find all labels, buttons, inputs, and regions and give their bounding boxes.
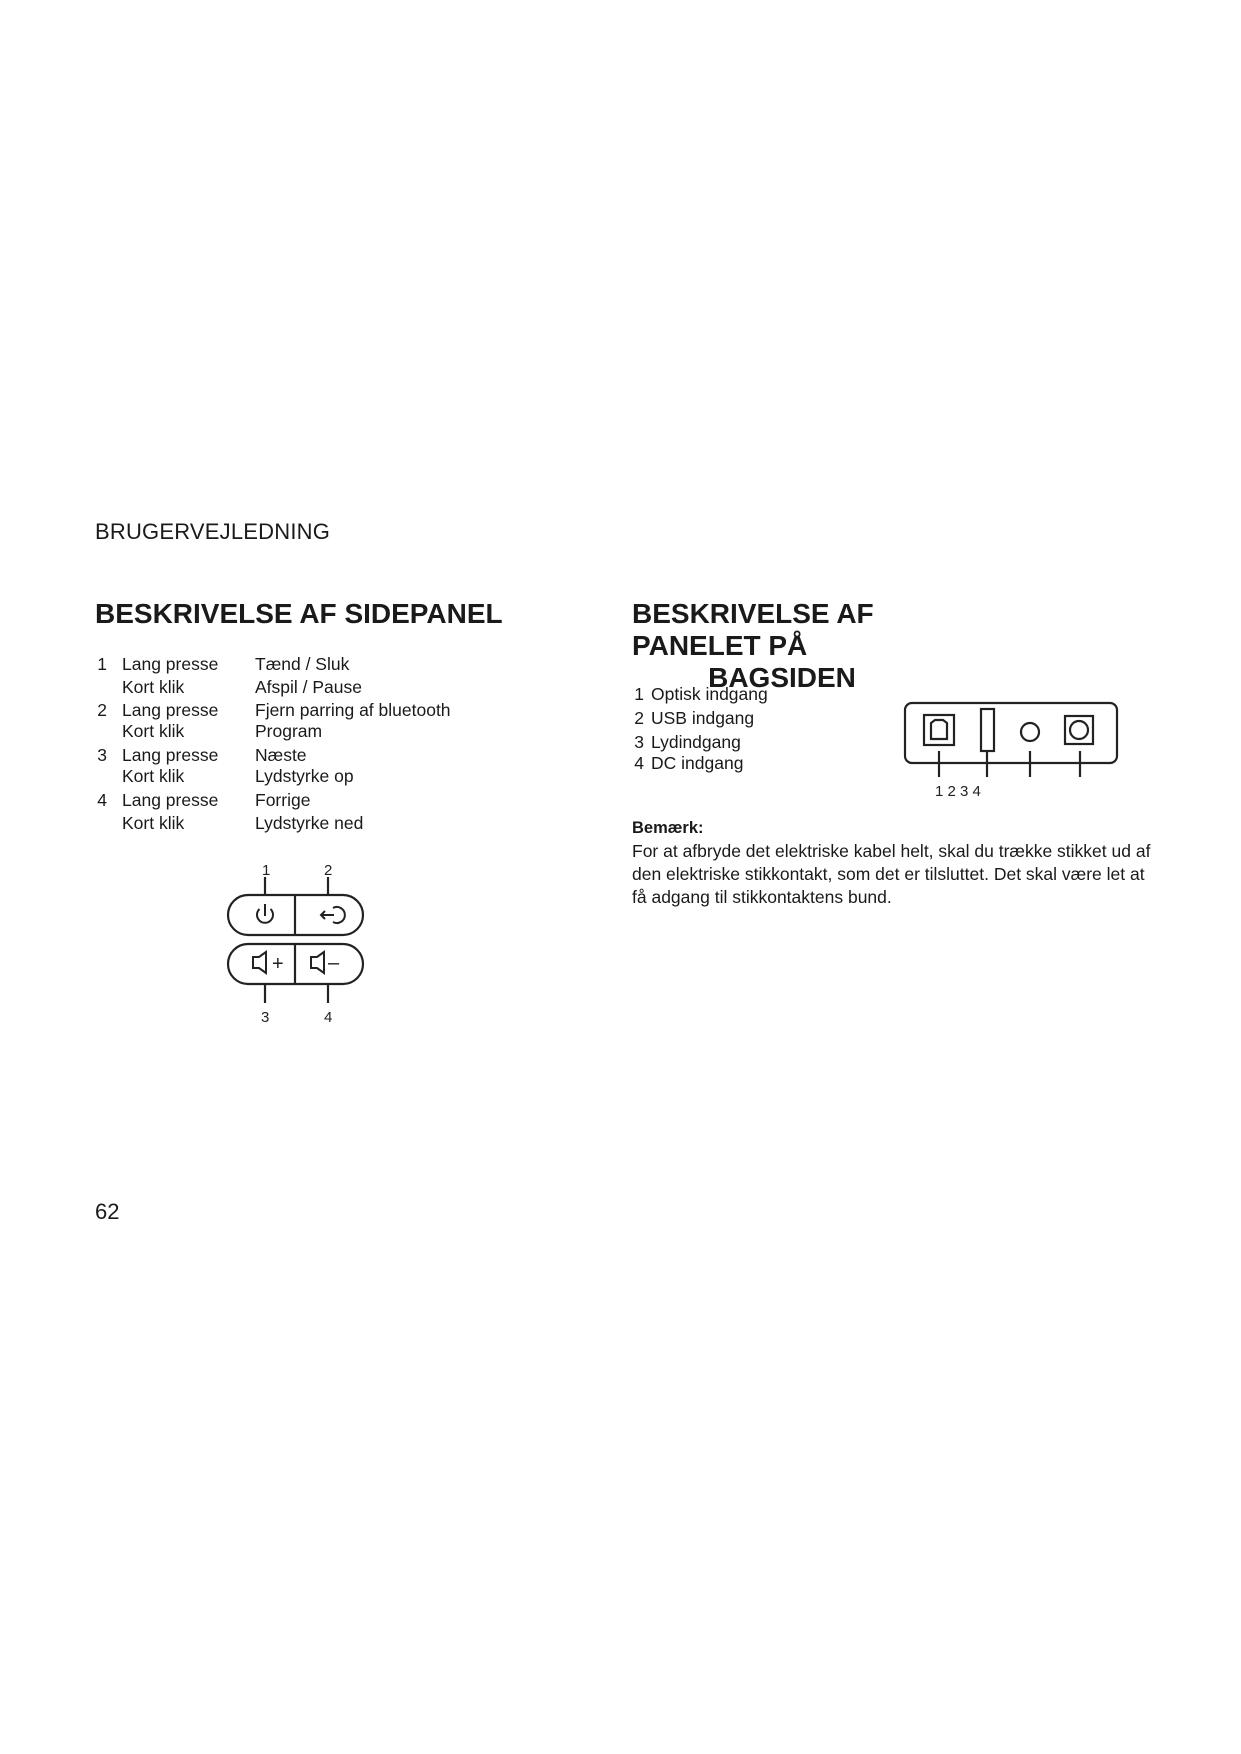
back-panel-diagram bbox=[900, 695, 1135, 805]
diagram-label-1: 1 bbox=[262, 862, 271, 879]
row-action: Kort klik bbox=[122, 813, 185, 833]
item-number: 4 bbox=[634, 753, 644, 773]
diagram-label-2: 2 bbox=[324, 862, 333, 879]
item-number: 3 bbox=[634, 732, 644, 752]
item-label: USB indgang bbox=[651, 708, 755, 728]
item-label: Lydindgang bbox=[651, 732, 741, 752]
side-panel-diagram bbox=[225, 860, 375, 1050]
power-icon bbox=[257, 904, 273, 923]
row-action: Lang presse bbox=[122, 654, 219, 674]
panel-outline bbox=[905, 703, 1117, 763]
volume-up-icon bbox=[253, 952, 266, 973]
back-panel-heading-line-1: BESKRIVELSE AF PANELET PÅ bbox=[632, 598, 874, 661]
page-number: 62 bbox=[95, 1199, 120, 1224]
source-icon bbox=[321, 907, 345, 923]
item-label: DC indgang bbox=[651, 753, 744, 773]
diagram-label-4: 4 bbox=[324, 1009, 333, 1026]
row-action: Kort klik bbox=[122, 721, 185, 741]
row-function: Afspil / Pause bbox=[255, 677, 362, 697]
row-function: Tænd / Sluk bbox=[255, 654, 350, 674]
optical-port-icon bbox=[924, 715, 954, 745]
row-function: Fjern parring af bluetooth bbox=[255, 700, 451, 720]
volume-up-plus: + bbox=[272, 953, 284, 975]
side-panel-heading: BESKRIVELSE AF SIDEPANEL bbox=[95, 598, 503, 629]
volume-down-minus: – bbox=[328, 952, 340, 974]
usb-port-icon bbox=[981, 709, 994, 751]
row-action: Lang presse bbox=[122, 745, 219, 765]
item-number: 2 bbox=[634, 708, 644, 728]
row-function: Næste bbox=[255, 745, 307, 765]
row-function: Forrige bbox=[255, 790, 311, 810]
row-number: 2 bbox=[97, 700, 107, 720]
row-action: Lang presse bbox=[122, 700, 219, 720]
audio-jack-icon bbox=[1021, 723, 1039, 741]
back-panel-heading bbox=[632, 598, 932, 694]
diagram-label-3: 3 bbox=[261, 1009, 270, 1026]
row-function: Program bbox=[255, 721, 323, 741]
document-header: BRUGERVEJLEDNING bbox=[95, 519, 331, 544]
item-number: 1 bbox=[634, 684, 644, 704]
row-action: Kort klik bbox=[122, 677, 185, 697]
dc-port-icon bbox=[1065, 716, 1093, 744]
note-text: For at afbryde det elektriske kabel helt, skal du trække stikket ud af den elektriske stikkontakt, som det er tilsluttet. Det skal være let at få adgang til stikkontaktens bund. bbox=[632, 841, 1151, 907]
row-action: Kort klik bbox=[122, 766, 185, 786]
row-number: 1 bbox=[97, 654, 107, 674]
row-function: Lydstyrke ned bbox=[255, 813, 364, 833]
row-number: 3 bbox=[97, 745, 107, 765]
volume-down-icon bbox=[311, 952, 324, 973]
item-label: Optisk indgang bbox=[651, 684, 768, 704]
row-function: Lydstyrke op bbox=[255, 766, 354, 786]
note-title: Bemærk: bbox=[632, 819, 704, 837]
row-action: Lang presse bbox=[122, 790, 219, 810]
back-diagram-labels: 1 2 3 4 bbox=[935, 783, 981, 800]
back-panel-heading-line-2: BAGSIDEN bbox=[708, 662, 856, 693]
row-number: 4 bbox=[97, 790, 107, 810]
